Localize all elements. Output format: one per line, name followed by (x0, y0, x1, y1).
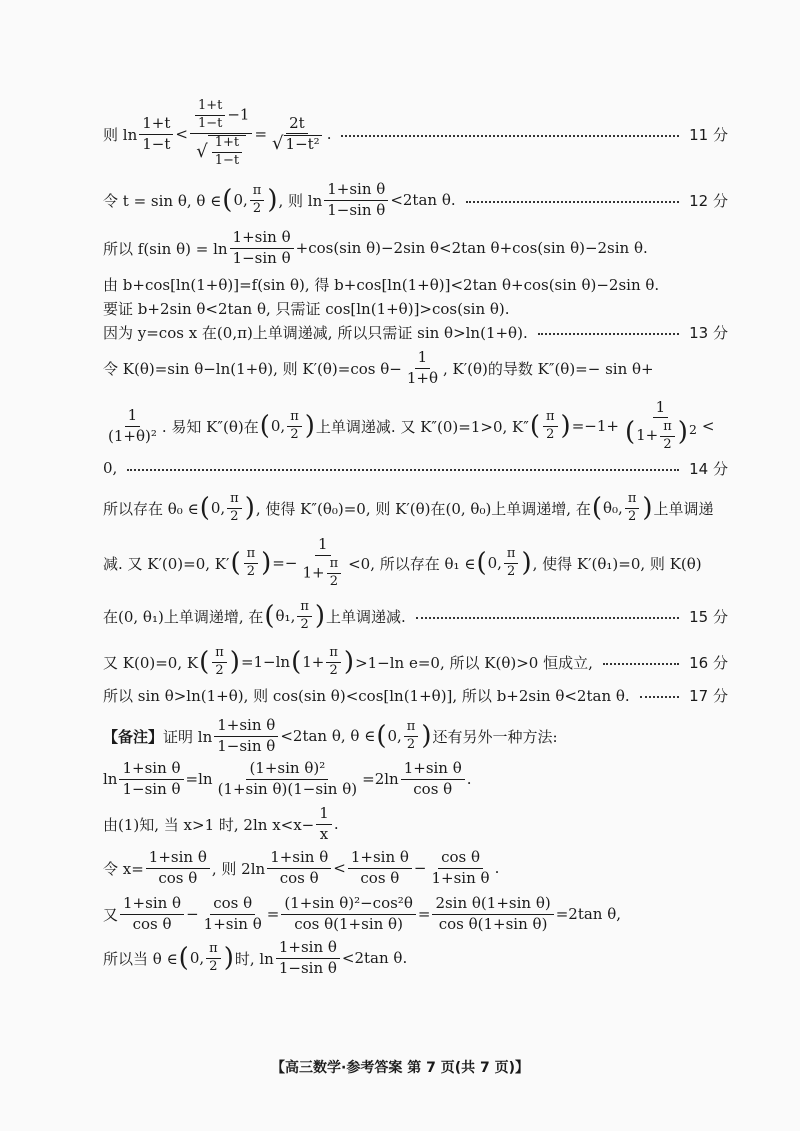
step-line-10: 所以存在 θ₀ ∈ ( 0, $\frac{\pi}{2}$ ) , 使得 K″(θ₀)=0, 则 K′(θ)在(0, θ₀)上单调递增, 在 ( θ₀, $\frac{\pi}{2}$ ) 上单调递 (103, 490, 714, 524)
step-line-14: 所以 sin θ>ln(1+θ), 则 cos(sin θ)<cos[ln(1+θ)], 所以 b+2sin θ<2tan θ. 17 分 (103, 686, 728, 705)
step-line-3: 所以 f(sin θ) = ln $\frac{\text{1+sin θ}}{\text{1−sin θ}}$ +cos(sin θ)−2sin θ<2tan θ+cos(sin θ)−2sin θ. (103, 228, 648, 267)
step-line-5: 要证 b+2sin θ<2tan θ, 只需证 cos[ln(1+θ)]>cos(sin θ). (103, 299, 510, 318)
step-line-2: 令 t = sin θ, θ ∈ ( 0, $\frac{\pi}{2}$ ) , 则 ln $\frac{\text{1+sin θ}}{\text{1−sin θ}}$ <2tan θ. 12 分 (103, 180, 728, 219)
step-line-7: 令 K(θ)=sin θ−ln(1+θ), 则 K′(θ)=cos θ− $\frac{1}{1+\theta}$ , K′(θ)的导数 K″(θ)=− sin θ+ (103, 348, 654, 387)
step-line-18: 令 x= $\frac{\text{1+sin θ}}{\text{cos θ}}$ , 则 2ln $\frac{\text{1+sin θ}}{\text{cos θ}}$ < $\frac{\text{1+sin θ}}{\text{cos θ}}$ − $\frac{\text{cos θ}}{\text{1+sin θ}}$ . (103, 848, 500, 887)
step-line-19: 又 $\frac{\text{1+sin θ}}{\text{cos θ}}$ − $\frac{\text{cos θ}}{\text{1+sin θ}}$ = $\frac{\text{(1+sin θ)²−cos²θ}}{\text{cos θ(1+sin θ)}}$ = $\frac{\text{2sin θ(1+sin θ)}}{\text{cos θ(1+sin θ)}}$ =2tan θ, (103, 894, 622, 933)
score-label: 17 分 (689, 686, 728, 705)
step-line-8: $\frac{1}{\text{(1+θ)²}}$ . 易知 K″(θ)在 ( 0, $\frac{\pi}{2}$ ) 上单调递减. 又 K″(0)=1>0, K″ ( $\frac{\pi}{2}$ ) =−1+ 1 (1+ $\frac{\pi}{2}$ )$^2$ < (108, 398, 715, 452)
score-label: 14 分 (689, 459, 728, 478)
step-line-17: 由(1)知, 当 x>1 时, 2ln x<x− $\frac{1}{x}$ . (103, 804, 339, 843)
leader-dots (466, 201, 680, 203)
leader-dots (416, 617, 679, 619)
page-footer: 【高三数学·参考答案 第 7 页(共 7 页)】 (271, 1060, 529, 1076)
step-line-9: 0, 14 分 (103, 459, 728, 478)
score-label: 13 分 (689, 323, 728, 342)
step-line-4: 由 b+cos[ln(1+θ)]=f(sin θ), 得 b+cos[ln(1+θ)]<2tan θ+cos(sin θ)−2sin θ. (103, 275, 660, 294)
score-label: 12 分 (689, 191, 728, 210)
step-line-16: ln $\frac{\text{1+sin θ}}{\text{1−sin θ}}$ =ln $\frac{\text{(1+sin θ)²}}{\text{(1+sin θ)(1−sin θ)}}$ =2ln $\frac{\text{1+sin θ}}{\text{cos θ}}$ . (103, 759, 472, 798)
step-line-20: 所以当 θ ∈ ( 0, $\frac{\pi}{2}$ ) 时, ln $\frac{\text{1+sin θ}}{\text{1−sin θ}}$ <2tan θ. (103, 938, 408, 977)
remark-line: 【备注】 证明 ln $\frac{\text{1+sin θ}}{\text{1−sin θ}}$ <2tan θ, θ ∈ ( 0, $\frac{\pi}{2}$ ) 还有另外一种方法: (103, 716, 558, 755)
step-line-6: 因为 y=cos x 在(0,π)上单调递减, 所以只需证 sin θ>ln(1+θ). 13 分 (103, 323, 728, 342)
leader-dots (341, 135, 679, 137)
step-line-13: 又 K(0)=0, K ( $\frac{\pi}{2}$ ) =1−ln ( 1+ $\frac{\pi}{2}$ ) >1−ln e=0, 所以 K(θ)>0 恒成立, 16 分 (103, 644, 728, 678)
fraction: $\frac{1+t}{1-t}$ (139, 115, 173, 153)
score-label: 16 分 (689, 653, 728, 672)
remark-tag: 【备注】 (103, 727, 164, 746)
step-line-11: 减. 又 K′(0)=0, K′ ( $\frac{\pi}{2}$ ) =− 1 1+ $\frac{\pi}{2}$ <0, 所以存在 θ₁ ∈ ( 0, $\frac{\pi}{2}$ ) , 使得 K′(θ₁)=0, 则 K(θ) (103, 535, 702, 589)
complex-fraction: $\frac{1+t}{1-t}$ −1 √ $\frac{1+t}{1-t}$ (190, 99, 253, 169)
score-label: 15 分 (689, 607, 728, 626)
step-line-1: 则 ln $\frac{1+t}{1-t}$ < $\frac{1+t}{1-t}$ −1 √ $\frac{1+t}{1-t}$ = 2t √ 1−t² . 11 分 (103, 98, 728, 168)
leader-dots (538, 333, 679, 335)
fraction: 2t √ 1−t² (272, 113, 320, 155)
leader-dots (603, 663, 679, 665)
leader-dots (640, 696, 679, 698)
score-label: 11 分 (689, 125, 728, 144)
leader-dots (127, 469, 679, 471)
step-line-12: 在(0, θ₁)上单调递增, 在 ( θ₁, $\frac{\pi}{2}$ ) 上单调递减. 15 分 (103, 598, 728, 632)
